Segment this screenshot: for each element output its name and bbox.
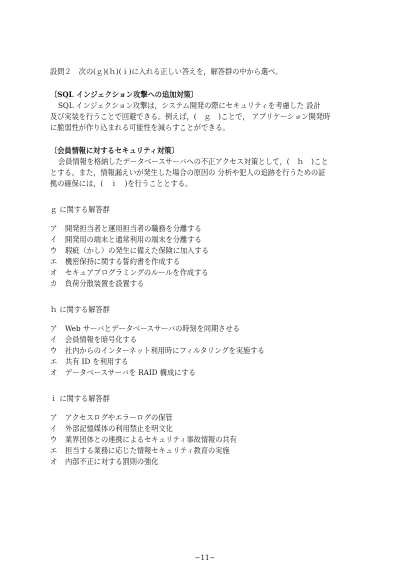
answer-option <box>50 412 360 423</box>
answer-option <box>50 334 360 345</box>
page-content <box>50 66 360 467</box>
option-text: 外部記憶媒体の利用禁止を明文化 <box>65 424 173 433</box>
option-key: ウ <box>50 246 58 255</box>
answer-option <box>50 345 360 356</box>
option-text: 瑕疵（かし）の発生に備えた保険に加入する <box>65 246 209 255</box>
option-text: 内部不正に対する罰則の強化 <box>65 457 159 466</box>
page-number: −11− <box>194 554 216 562</box>
answer-option <box>50 256 360 267</box>
option-text: セキュアプログラミングのルールを作成する <box>65 268 209 277</box>
answer-group-title: ｉ に関する解答群 <box>50 394 110 403</box>
option-text: 共有 ID を利用する <box>65 357 129 366</box>
answer-options <box>50 223 360 289</box>
answer-option <box>50 278 360 289</box>
answer-group-title: ｇ に関する解答群 <box>50 205 110 214</box>
section-text-line: に脆弱性が作り込まれる可能性を減らすことができる。 <box>50 123 230 132</box>
option-text: 業界団体との連携によるセキュリティ事故情報の共有 <box>65 435 237 444</box>
option-key: イ <box>50 235 58 244</box>
option-text: 担当する業務に応じた情報セキュリティ教育の実施 <box>65 446 230 455</box>
option-key: カ <box>50 279 58 288</box>
answer-option <box>50 434 360 445</box>
answer-option <box>50 356 360 367</box>
option-key: ウ <box>50 346 58 355</box>
answer-option <box>50 456 360 467</box>
option-text: 負荷分散装置を設置する <box>65 279 145 288</box>
option-text: 開発用の端末と通常利用の端末を分離する <box>65 235 202 244</box>
answer-group-g <box>50 204 360 289</box>
option-key: エ <box>50 446 58 455</box>
answer-options <box>50 323 360 378</box>
option-key: エ <box>50 257 58 266</box>
question-intro: 設問２ 次の(ｇ)(ｈ)(ｉ)に入れる正しい答えを，解答群の中から選べ。 <box>50 67 283 76</box>
section-text-line: 及び実装を行うことで回避できる。例えば，( ｇ )ことで， アプリケーション開発時 <box>50 112 331 121</box>
option-key: オ <box>50 457 58 466</box>
section-heading: 〔会員情報に対するセキュリティ対策〕 <box>50 146 179 155</box>
answer-options <box>50 412 360 467</box>
option-key: イ <box>50 335 58 344</box>
answer-option <box>50 423 360 434</box>
option-key: ア <box>50 324 58 333</box>
option-key: ウ <box>50 435 58 444</box>
answer-group-i <box>50 393 360 467</box>
section-heading: 〔SQL インジェクション攻撃への追加対策〕 <box>50 90 198 99</box>
answer-option <box>50 323 360 334</box>
section-text-line: 会員情報を格納したデータベースサーバへの不正アクセス対策として，( ｈ )こと <box>58 157 329 166</box>
option-text: 機密保持に関する誓約書を作成する <box>65 257 181 266</box>
option-key: オ <box>50 368 58 377</box>
section-text-line: SQL インジェクション攻撃は，システム開発の際にセキュリティを考慮した 設計 <box>58 101 321 110</box>
option-key: ア <box>50 413 58 422</box>
option-key: エ <box>50 357 58 366</box>
section-sql-injection <box>50 89 360 133</box>
answer-group-h <box>50 304 360 378</box>
answer-option <box>50 445 360 456</box>
answer-option <box>50 367 360 378</box>
section-text-line: とする。また，情報漏えいが発生した場合の原因の 分析や犯人の追跡を行うための証 <box>50 168 326 177</box>
answer-group-title: ｈ に関する解答群 <box>50 305 110 314</box>
option-key: イ <box>50 424 58 433</box>
option-key: オ <box>50 268 58 277</box>
section-member-info-security <box>50 145 360 189</box>
option-text: Web サーバとデータベースサーバの時刻を同期させる <box>65 324 240 333</box>
answer-option <box>50 223 360 234</box>
option-key: ア <box>50 224 58 233</box>
option-text: 会員情報を暗号化する <box>65 335 137 344</box>
answer-option <box>50 267 360 278</box>
answer-option <box>50 245 360 256</box>
option-text: データベースサーバを RAID 構成にする <box>65 368 196 377</box>
option-text: アクセスログやエラーログの保管 <box>65 413 173 422</box>
option-text: 社内からのインターネット利用時にフィルタリングを実施する <box>65 346 265 355</box>
option-text: 開発担当者と運用担当者の職務を分離する <box>65 224 202 233</box>
section-text-line: 拠の確保には，( ｉ )を行うこととする。 <box>50 179 193 188</box>
answer-option <box>50 234 360 245</box>
